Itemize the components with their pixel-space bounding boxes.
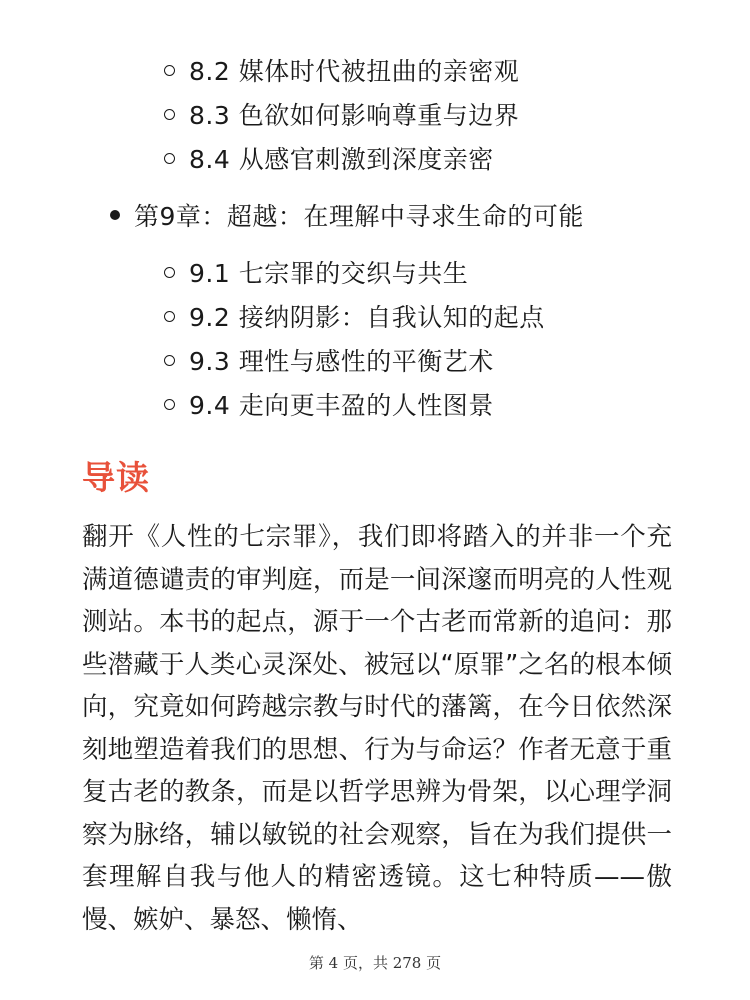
toc-item-label: 9.1 七宗罪的交织与共生 xyxy=(189,259,469,288)
hollow-bullet-icon xyxy=(164,153,175,164)
toc-chapter-label: 第9章：超越：在理解中寻求生命的可能 xyxy=(134,202,584,231)
toc-item-label: 9.4 走向更丰盈的人性图景 xyxy=(189,391,494,420)
toc-item[interactable] xyxy=(164,338,494,382)
solid-bullet-icon xyxy=(110,210,120,220)
toc-item[interactable] xyxy=(164,92,519,136)
toc-item[interactable] xyxy=(164,382,494,426)
toc-chapter-item[interactable] xyxy=(110,193,584,237)
body-paragraph: 翻开《人性的七宗罪》，我们即将踏入的并非一个充满道德谴责的审判庭，而是一间深邃而明亮的人性观测站。本书的起点，源于一个古老而常新的追问：那些潜藏于人类心灵深处、被冠以“原罪”之名的根本倾向，究竟如何跨越宗教与时代的藩篱，在今日依然深刻地塑造着我们的思想、行为与命运？作者无意于重复古老的教条，而是以哲学思辨为骨架，以心理学洞察为脉络，辅以敏锐的社会观察，旨在为我们提供一套理解自我与他人的精密透镜。这七种特质——傲慢、嫉妒、暴怒、懒惰、 xyxy=(82,522,672,935)
toc-item-label: 9.3 理性与感性的平衡艺术 xyxy=(189,347,494,376)
toc-item[interactable] xyxy=(164,48,519,92)
hollow-bullet-icon xyxy=(164,355,175,366)
hollow-bullet-icon xyxy=(164,65,175,76)
toc-item-label: 8.2 媒体时代被扭曲的亲密观 xyxy=(189,57,520,86)
toc-item-label: 8.3 色欲如何影响尊重与边界 xyxy=(189,101,520,130)
hollow-bullet-icon xyxy=(164,399,175,410)
hollow-bullet-icon xyxy=(164,267,175,278)
toc-item-label: 8.4 从感官刺激到深度亲密 xyxy=(189,145,494,174)
hollow-bullet-icon xyxy=(164,109,175,120)
page-number: 第 4 页，共 278 页 xyxy=(308,954,442,972)
toc-item[interactable] xyxy=(164,294,545,338)
toc-item-label: 9.2 接纳阴影：自我认知的起点 xyxy=(189,303,545,332)
toc-item[interactable] xyxy=(164,250,468,294)
toc-item[interactable] xyxy=(164,136,494,180)
section-title: 导读 xyxy=(82,458,150,497)
hollow-bullet-icon xyxy=(164,311,175,322)
